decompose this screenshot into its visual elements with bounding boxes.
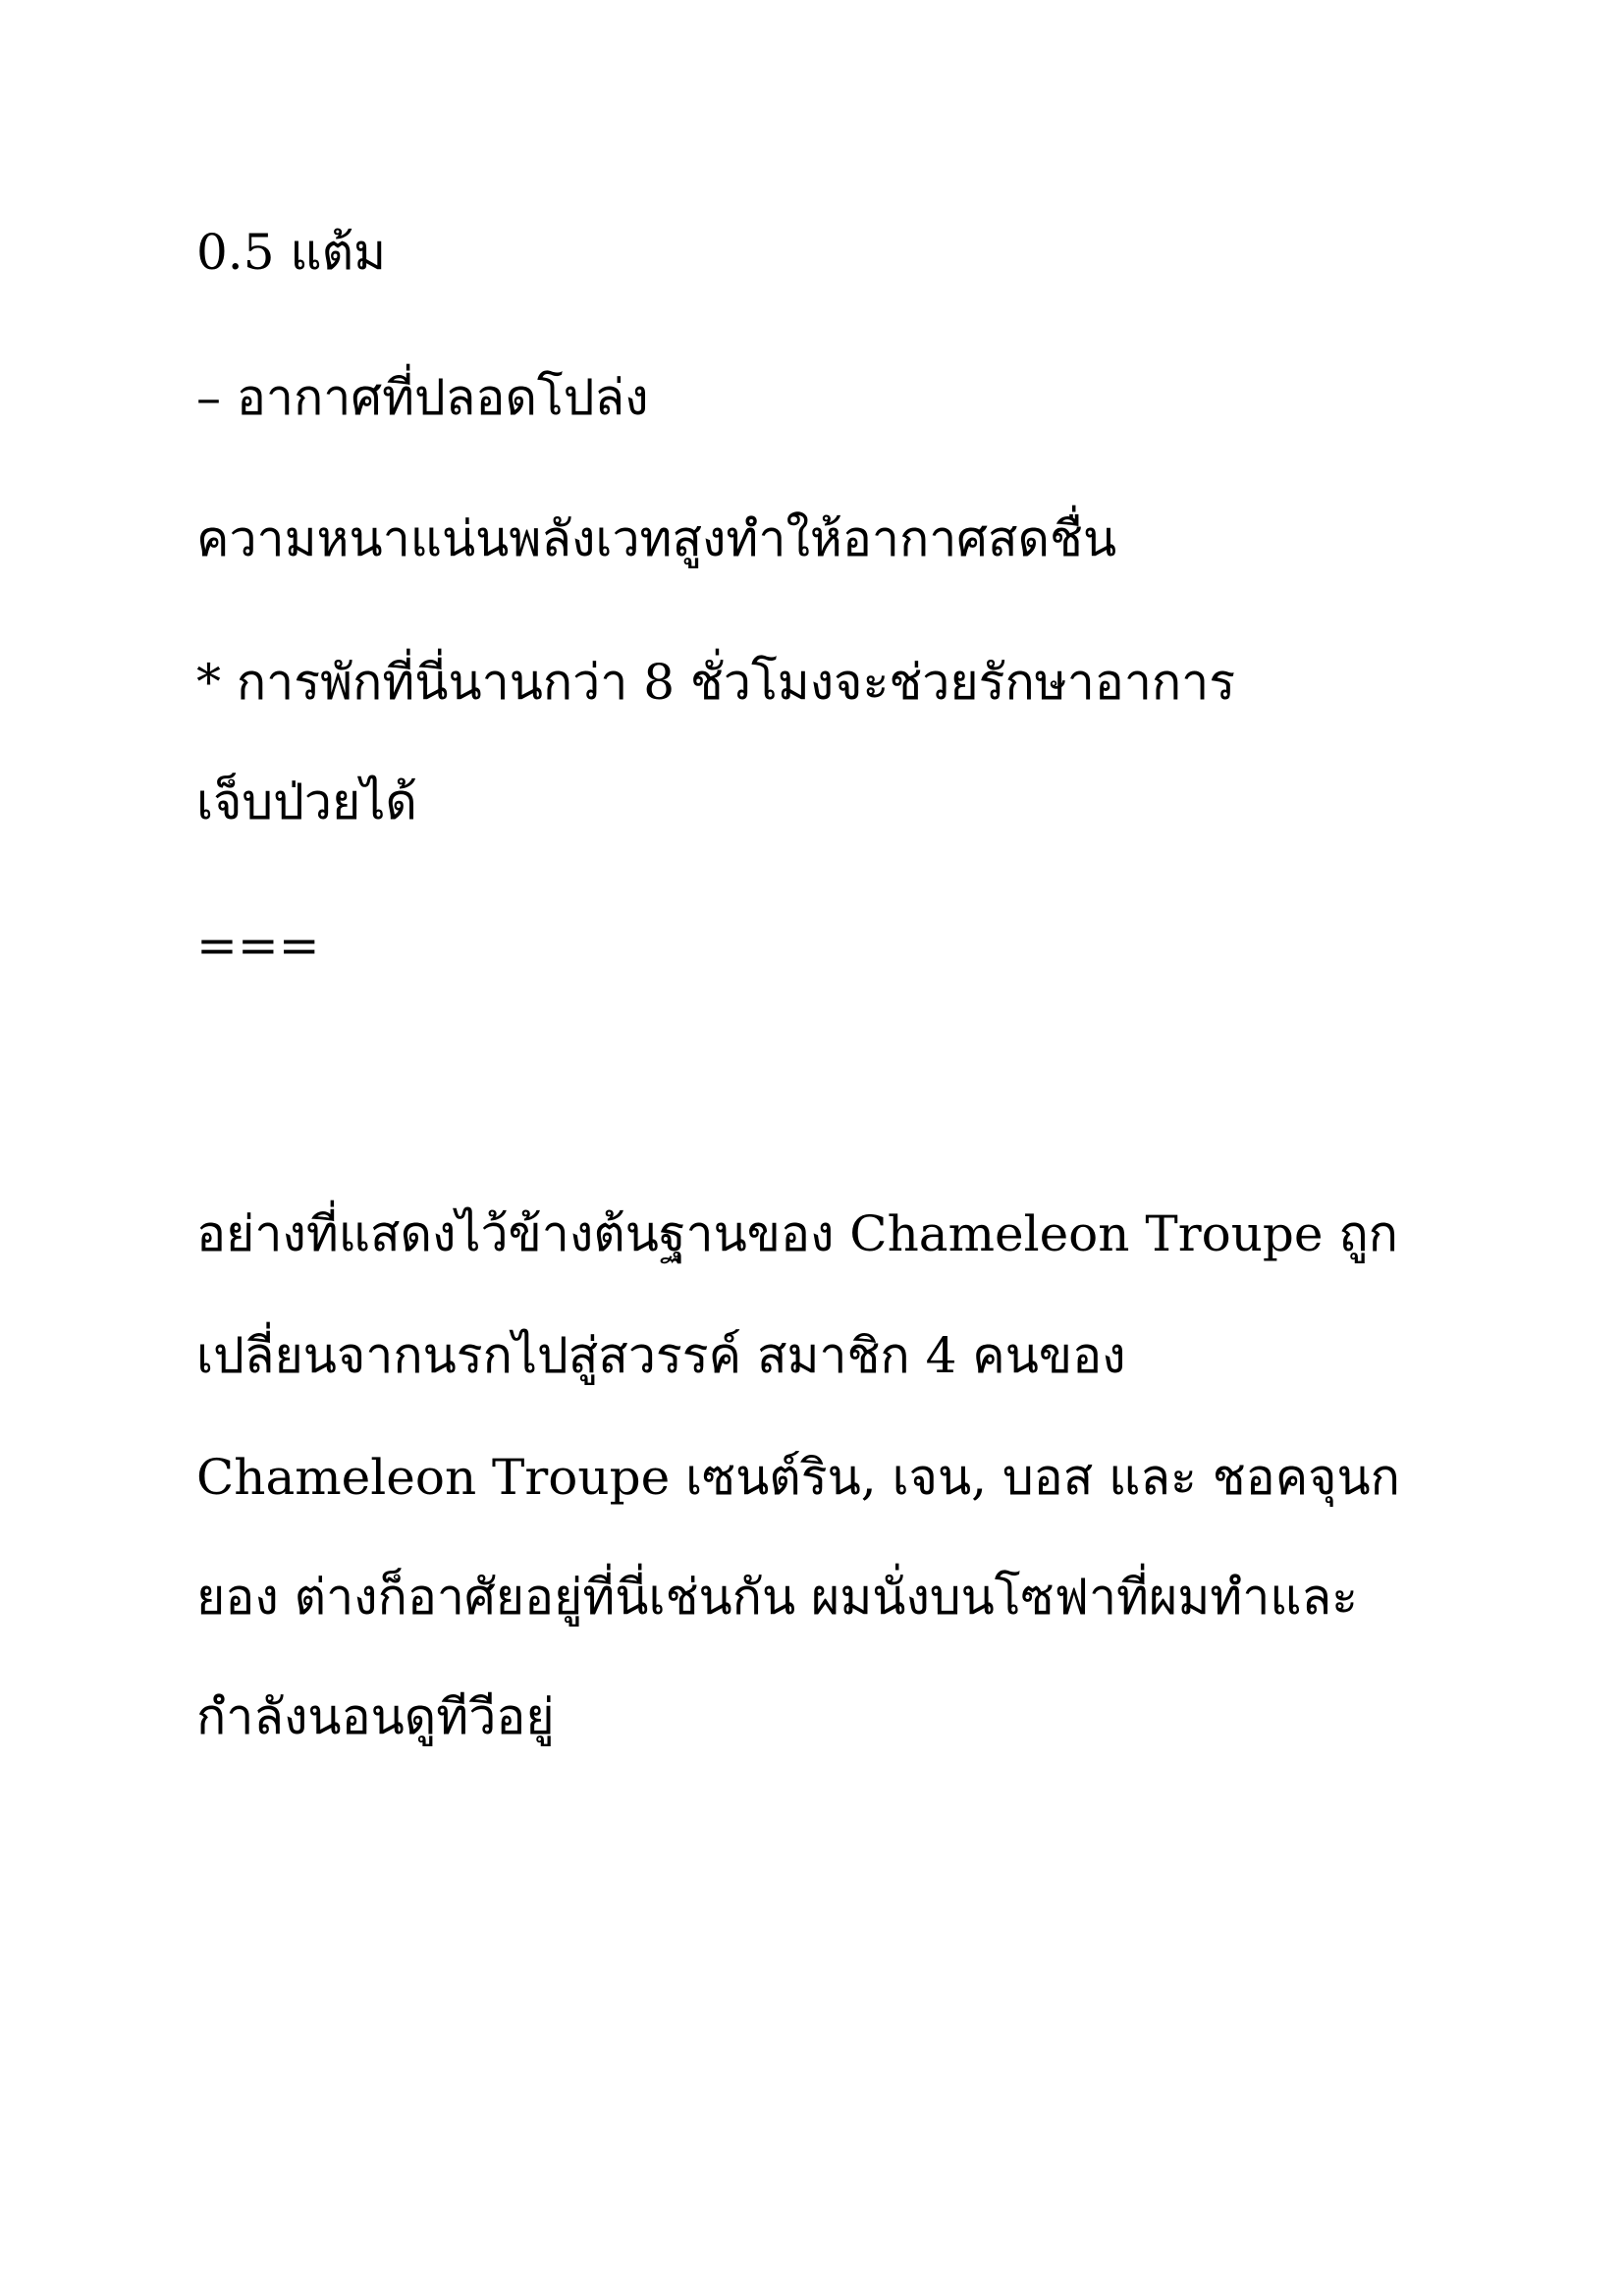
effect-title-line: – อากาศที่ปลอดโปล่ง <box>196 369 649 426</box>
effect-description-line: ความหนาแน่นพลังเวทสูงทำให้อากาศสดชื่น <box>196 510 1117 567</box>
body-text-line: Chameleon Troupe เซนต์ริน, เจน, บอส และ ชอคจุนก <box>196 1449 1400 1506</box>
score-line: 0.5 แต้ม <box>196 224 387 281</box>
body-text-line: ยอง ต่างก็อาศัยอยู่ที่นี่เช่นกัน ผมนั่งบนโซฟาที่ผมทำและ <box>196 1569 1359 1626</box>
body-text-line: กำลังนอนดูทีวีอยู่ <box>196 1688 555 1745</box>
body-text-line: เปลี่ยนจากนรกไปสู่สวรรค์ สมาชิก 4 คนของ <box>196 1327 1126 1384</box>
note-line: * การพักที่นี่นานกว่า 8 ชั่วโมงจะช่วยรักษาอาการ <box>196 654 1236 711</box>
section-separator: === <box>196 917 320 974</box>
body-text-line: อย่างที่แสดงไว้ข้างต้นฐานของ Chameleon Troupe ถูก <box>196 1205 1398 1262</box>
note-line: เจ็บป่วยได้ <box>196 774 417 830</box>
